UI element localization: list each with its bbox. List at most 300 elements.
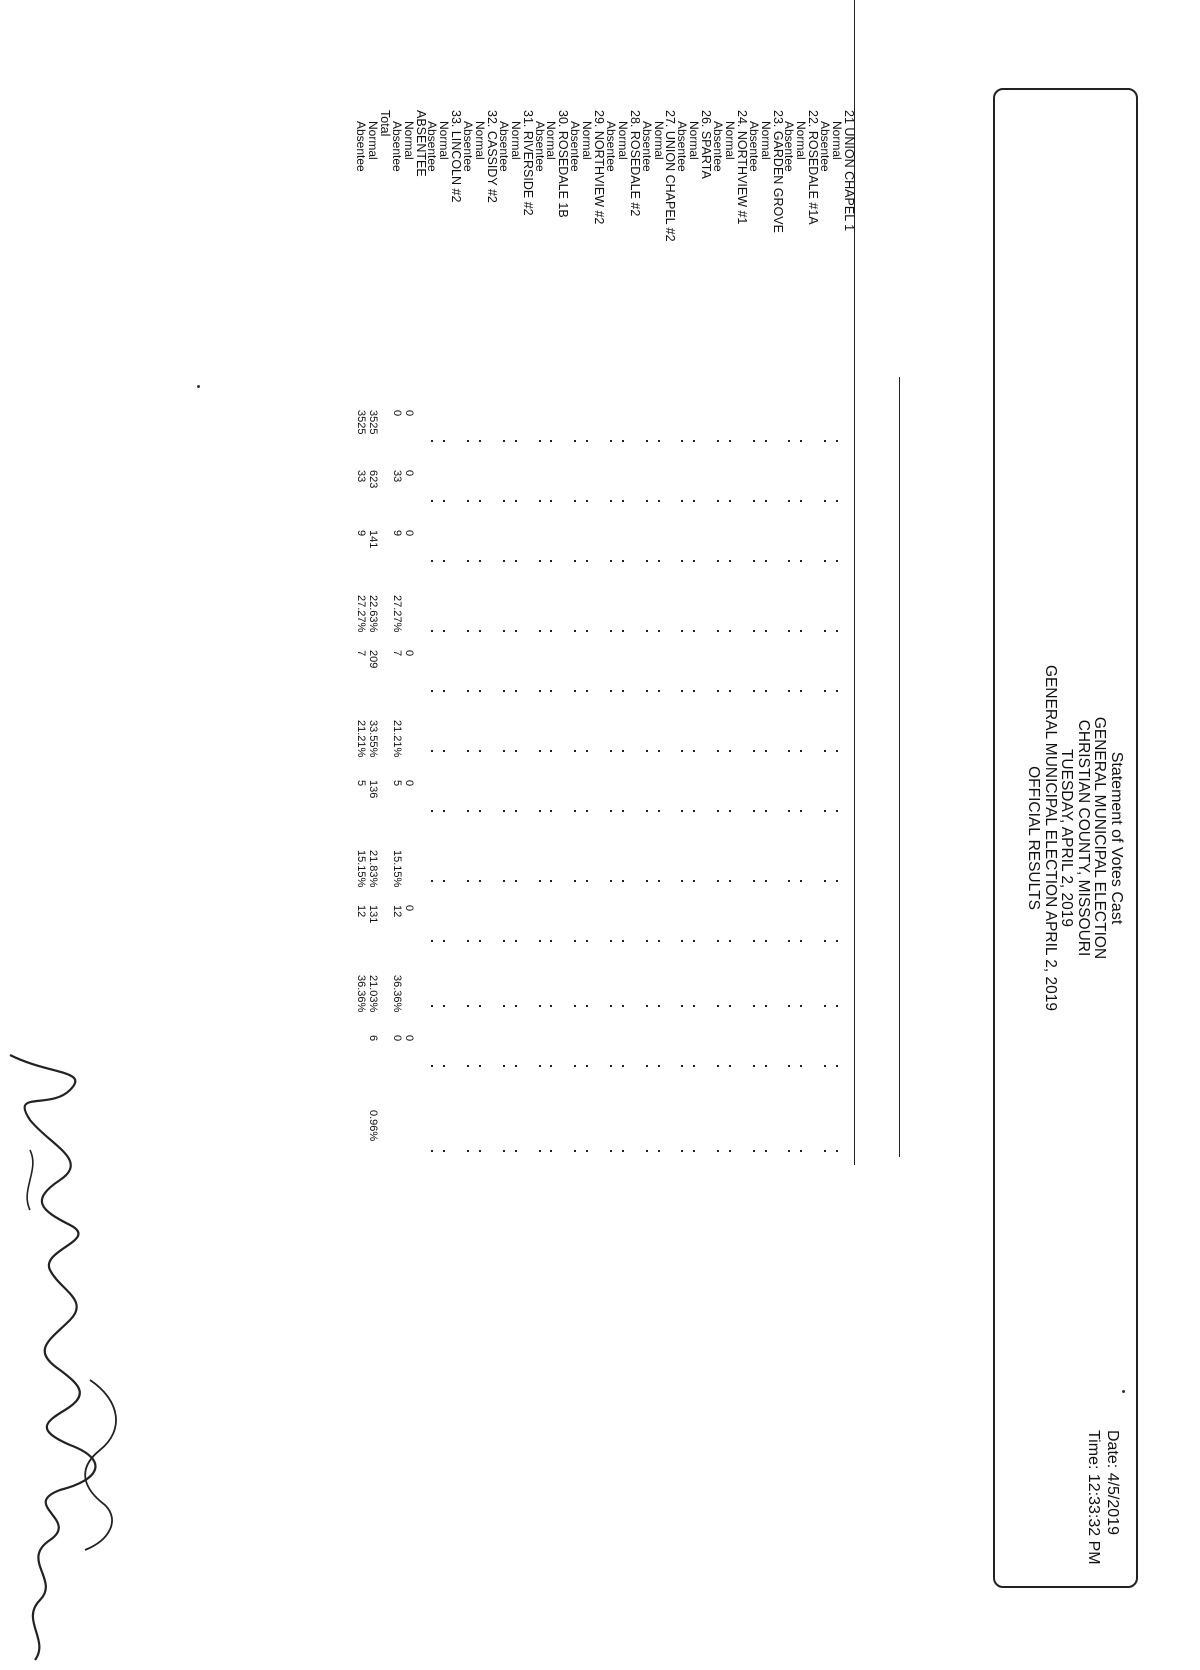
empty-cell-dot [765,940,767,942]
empty-cell-dot [539,440,541,442]
table-header-rule [899,377,900,1157]
empty-cell-dot [836,500,838,502]
date-time-block [1084,1430,1122,1565]
empty-cell-dot [503,880,505,882]
empty-cell-dot [610,440,612,442]
empty-cell-dot [681,560,683,562]
empty-cell-dot [574,880,576,882]
empty-cell-dot [717,810,719,812]
empty-cell-dot [503,560,505,562]
empty-cell-dot [467,750,469,752]
row-sublabel: Absentee [746,121,761,172]
empty-cell-dot [729,630,731,632]
empty-cell-dot [765,1005,767,1007]
empty-cell-dot [539,630,541,632]
empty-cell-dot [646,750,648,752]
empty-cell-dot [479,810,481,812]
empty-cell-dot [432,810,434,812]
empty-cell-dot [681,940,683,942]
vote-count-cell: 0 [402,530,415,537]
empty-cell-dot [479,690,481,692]
vote-count-cell: 141 [367,530,379,549]
empty-cell-dot [515,630,517,632]
empty-cell-dot [800,810,802,812]
empty-cell-dot [717,750,719,752]
empty-cell-dot [753,500,755,502]
empty-cell-dot [551,440,553,442]
empty-cell-dot [467,440,469,442]
empty-cell-dot [551,500,553,502]
empty-cell-dot [693,440,695,442]
vote-count-cell: 12 [390,905,403,918]
empty-cell-dot [479,880,481,882]
empty-cell-dot [765,810,767,812]
empty-cell-dot [479,1005,481,1007]
empty-cell-dot [432,690,434,692]
row-sublabel: Normal [437,121,452,160]
empty-cell-dot [443,630,445,632]
empty-cell-dot [824,1150,826,1152]
empty-cell-dot [693,1150,695,1152]
empty-cell-dot [467,1065,469,1067]
vote-count-cell: 3525 [367,410,379,435]
vote-count-cell: 12 [355,905,368,918]
vote-count-cell: 7 [390,650,403,657]
precinct-label: 32. CASSIDY #2 [485,110,499,203]
precinct-label: 33. LINCOLN #2 [449,110,464,203]
row-sublabel: Absentee [639,121,654,172]
empty-cell-dot [824,940,826,942]
empty-cell-dot [658,1150,660,1152]
empty-cell-dot [479,630,481,632]
vote-count-cell: 15.15% [390,850,403,888]
empty-cell-dot [836,560,838,562]
empty-cell-dot [717,880,719,882]
row-sublabel: Normal [615,121,630,160]
empty-cell-dot [753,750,755,752]
vote-count-cell: 136 [367,780,379,799]
row-sublabel: Normal [723,121,737,160]
empty-cell-dot [551,560,553,562]
empty-cell-dot [658,1005,660,1007]
empty-cell-dot [622,440,624,442]
empty-cell-dot [479,560,481,562]
empty-cell-dot [789,560,791,562]
empty-cell-dot [539,750,541,752]
row-sublabel: Absentee [496,121,511,172]
empty-cell-dot [717,560,719,562]
precinct-label: 29. NORTHVIEW #2 [592,110,607,225]
empty-cell-dot [503,750,505,752]
empty-cell-dot [539,810,541,812]
empty-cell-dot [432,1065,434,1067]
empty-cell-dot [432,880,434,882]
empty-cell-dot [622,940,624,942]
empty-cell-dot [765,690,767,692]
empty-cell-dot [574,940,576,942]
vote-count-cell: 0 [402,1035,415,1042]
empty-cell-dot [800,500,802,502]
empty-cell-dot [658,440,660,442]
empty-cell-dot [622,750,624,752]
empty-cell-dot [681,1005,683,1007]
report-title-line: Statement of Votes Cast [1108,751,1125,925]
row-sublabel: Absentee [425,121,440,172]
report-date: Date: 4/5/2019 [1104,1430,1121,1535]
empty-cell-dot [729,750,731,752]
empty-cell-dot [574,1005,576,1007]
empty-cell-dot [729,1005,731,1007]
empty-cell-dot [503,440,505,442]
empty-cell-dot [800,750,802,752]
empty-cell-dot [646,440,648,442]
empty-cell-dot [622,1065,624,1067]
report-title-line: OFFICIAL RESULTS [1025,766,1043,910]
empty-cell-dot [586,1065,588,1067]
empty-cell-dot [467,810,469,812]
precinct-label: 30. ROSEDALE 1B [556,110,571,218]
empty-cell-dot [432,440,434,442]
empty-cell-dot [824,440,826,442]
empty-cell-dot [622,810,624,812]
empty-cell-dot [503,1150,505,1152]
empty-cell-dot [681,750,683,752]
precinct-label: 26. SPARTA [699,110,714,179]
vote-count-cell: 21.03% [367,975,379,1013]
empty-cell-dot [836,880,838,882]
empty-cell-dot [800,440,802,442]
empty-cell-dot [503,630,505,632]
row-sublabel: Absentee [711,121,726,172]
empty-cell-dot [551,880,553,882]
row-sublabel: Normal [794,121,809,160]
vote-count-cell: 33 [355,470,368,483]
empty-cell-dot [467,1005,469,1007]
empty-cell-dot [646,1065,648,1067]
empty-cell-dot [515,1150,517,1152]
empty-cell-dot [836,1065,838,1067]
empty-cell-dot [515,940,517,942]
empty-cell-dot [515,690,517,692]
vote-count-cell: 9 [355,530,368,537]
empty-cell-dot [586,880,588,882]
empty-cell-dot [681,810,683,812]
empty-cell-dot [693,750,695,752]
vote-count-cell: 3525 [355,410,368,435]
empty-cell-dot [610,560,612,562]
empty-cell-dot [479,1065,481,1067]
empty-cell-dot [432,1150,434,1152]
vote-count-cell: 33 [390,470,403,483]
empty-cell-dot [824,1065,826,1067]
empty-cell-dot [551,1065,553,1067]
empty-cell-dot [646,630,648,632]
empty-cell-dot [622,630,624,632]
empty-cell-dot [800,1005,802,1007]
row-sublabel: Normal [544,121,559,160]
empty-cell-dot [681,880,683,882]
empty-cell-dot [753,940,755,942]
empty-cell-dot [574,560,576,562]
empty-cell-dot [622,1150,624,1152]
empty-cell-dot [693,810,695,812]
empty-cell-dot [681,500,683,502]
row-sublabel: Normal [366,121,380,160]
empty-cell-dot [503,810,505,812]
vote-count-cell: 0.96% [367,1110,379,1142]
vote-count-cell: 0 [402,650,415,657]
empty-cell-dot [515,560,517,562]
empty-cell-dot [586,810,588,812]
empty-cell-dot [586,500,588,502]
empty-cell-dot [729,810,731,812]
empty-cell-dot [479,500,481,502]
report-header-box [993,88,1138,1588]
vote-count-cell: 36.36% [355,975,368,1013]
empty-cell-dot [658,630,660,632]
empty-cell-dot [753,440,755,442]
vote-count-cell: 5 [390,780,403,787]
empty-cell-dot [622,690,624,692]
empty-cell-dot [800,1150,802,1152]
empty-cell-dot [765,440,767,442]
empty-cell-dot [789,440,791,442]
empty-cell-dot [622,1005,624,1007]
empty-cell-dot [646,1005,648,1007]
empty-cell-dot [800,880,802,882]
empty-cell-dot [789,500,791,502]
empty-cell-dot [693,1005,695,1007]
empty-cell-dot [443,940,445,942]
empty-cell-dot [443,560,445,562]
empty-cell-dot [515,880,517,882]
row-sublabel: Absentee [782,121,797,172]
empty-cell-dot [789,1150,791,1152]
empty-cell-dot [717,440,719,442]
empty-cell-dot [681,1150,683,1152]
vote-count-cell: 21.21% [355,720,368,758]
empty-cell-dot [551,630,553,632]
empty-cell-dot [789,690,791,692]
empty-cell-dot [693,880,695,882]
empty-cell-dot [800,690,802,692]
empty-cell-dot [574,1150,576,1152]
empty-cell-dot [443,880,445,882]
empty-cell-dot [646,940,648,942]
report-title-line: TUESDAY, APRIL 2, 2019 [1058,748,1076,928]
empty-cell-dot [681,1065,683,1067]
row-sublabel: Absentee [354,121,369,172]
empty-cell-dot [836,750,838,752]
report-time: Time: 12:33:32 PM [1085,1430,1102,1565]
vote-count-cell: 22.63% [367,595,379,633]
vote-count-cell: 15.15% [355,850,368,888]
empty-cell-dot [824,750,826,752]
empty-cell-dot [729,560,731,562]
row-sublabel: Normal [508,121,523,160]
row-sublabel: Normal [830,121,845,160]
empty-cell-dot [646,880,648,882]
vote-count-cell: 27.27% [355,595,368,633]
empty-cell-dot [432,630,434,632]
row-sublabel: Absentee [675,121,690,172]
empty-cell-dot [479,1150,481,1152]
vote-count-cell: 6 [367,1035,379,1042]
row-sublabel: Absentee [604,121,618,172]
empty-cell-dot [658,1065,660,1067]
empty-cell-dot [753,690,755,692]
vote-count-cell: 623 [367,470,379,489]
empty-cell-dot [551,750,553,752]
stray-mark [1122,1390,1125,1393]
empty-cell-dot [681,440,683,442]
empty-cell-dot [586,1150,588,1152]
empty-cell-dot [610,810,612,812]
empty-cell-dot [836,630,838,632]
empty-cell-dot [646,1150,648,1152]
empty-cell-dot [515,1065,517,1067]
empty-cell-dot [729,440,731,442]
empty-cell-dot [610,1005,612,1007]
empty-cell-dot [467,940,469,942]
row-sublabel: Absentee [461,121,476,172]
empty-cell-dot [574,500,576,502]
precinct-label: ABSENTEE [413,110,428,177]
empty-cell-dot [658,940,660,942]
empty-cell-dot [717,940,719,942]
empty-cell-dot [539,1065,541,1067]
empty-cell-dot [479,750,481,752]
empty-cell-dot [836,690,838,692]
empty-cell-dot [729,690,731,692]
vote-count-cell: 21.21% [390,720,403,758]
row-sublabel: Absentee [389,121,404,172]
empty-cell-dot [789,630,791,632]
vote-count-cell: 131 [367,905,379,924]
empty-cell-dot [479,440,481,442]
empty-cell-dot [586,940,588,942]
vote-count-cell: 27.27% [390,595,403,633]
empty-cell-dot [539,1005,541,1007]
empty-cell-dot [753,810,755,812]
empty-cell-dot [824,560,826,562]
empty-cell-dot [753,1150,755,1152]
empty-cell-dot [729,1065,731,1067]
empty-cell-dot [586,560,588,562]
empty-cell-dot [610,1150,612,1152]
empty-cell-dot [443,500,445,502]
empty-cell-dot [515,440,517,442]
empty-cell-dot [574,440,576,442]
empty-cell-dot [574,690,576,692]
empty-cell-dot [753,1065,755,1067]
empty-cell-dot [515,750,517,752]
empty-cell-dot [836,1150,838,1152]
empty-cell-dot [836,810,838,812]
empty-cell-dot [443,1065,445,1067]
empty-cell-dot [515,500,517,502]
empty-cell-dot [765,1150,767,1152]
empty-cell-dot [765,1065,767,1067]
vote-count-cell: 36.36% [390,975,403,1013]
vote-count-cell: 0 [402,470,415,477]
empty-cell-dot [658,690,660,692]
empty-cell-dot [681,690,683,692]
empty-cell-dot [503,690,505,692]
empty-cell-dot [432,560,434,562]
vote-count-cell: 209 [367,650,379,669]
precinct-label: 27. UNION CHAPEL #2 [663,110,678,242]
empty-cell-dot [789,810,791,812]
empty-cell-dot [836,440,838,442]
empty-cell-dot [836,1005,838,1007]
empty-cell-dot [800,940,802,942]
empty-cell-dot [432,500,434,502]
empty-cell-dot [467,690,469,692]
empty-cell-dot [539,690,541,692]
empty-cell-dot [800,560,802,562]
precinct-label: 23. GARDEN GROVE [770,110,785,233]
empty-cell-dot [824,810,826,812]
empty-cell-dot [503,1065,505,1067]
empty-cell-dot [800,1065,802,1067]
empty-cell-dot [443,1005,445,1007]
row-sublabel: Normal [473,121,488,160]
handwritten-signature [0,1050,130,1670]
empty-cell-dot [729,940,731,942]
empty-cell-dot [515,810,517,812]
empty-cell-dot [693,500,695,502]
empty-cell-dot [765,560,767,562]
empty-cell-dot [586,440,588,442]
precinct-label: Total [377,110,392,137]
empty-cell-dot [824,1005,826,1007]
empty-cell-dot [800,630,802,632]
empty-cell-dot [824,500,826,502]
empty-cell-dot [646,810,648,812]
report-title-line: GENERAL MUNICIPAL ELECTION [1091,716,1109,960]
empty-cell-dot [586,630,588,632]
vote-count-cell: 0 [402,905,415,912]
empty-cell-dot [646,690,648,692]
precinct-label: 22. ROSEDALE #1A [806,110,821,225]
empty-cell-dot [551,810,553,812]
empty-cell-dot [717,1005,719,1007]
empty-cell-dot [622,500,624,502]
empty-cell-dot [610,940,612,942]
empty-cell-dot [658,560,660,562]
row-sublabel: Normal [758,121,773,160]
empty-cell-dot [443,810,445,812]
empty-cell-dot [551,940,553,942]
precinct-label: 21 UNION CHAPEL 1 [842,110,856,232]
empty-cell-dot [765,630,767,632]
vote-count-cell: 7 [355,650,368,657]
empty-cell-dot [432,940,434,942]
empty-cell-dot [503,1005,505,1007]
empty-cell-dot [693,940,695,942]
report-title-block [1025,90,1124,1586]
empty-cell-dot [765,500,767,502]
empty-cell-dot [693,1065,695,1067]
empty-cell-dot [693,690,695,692]
empty-cell-dot [432,1005,434,1007]
empty-cell-dot [824,630,826,632]
empty-cell-dot [753,560,755,562]
vote-count-cell: 0 [402,780,415,787]
empty-cell-dot [681,630,683,632]
empty-cell-dot [574,810,576,812]
